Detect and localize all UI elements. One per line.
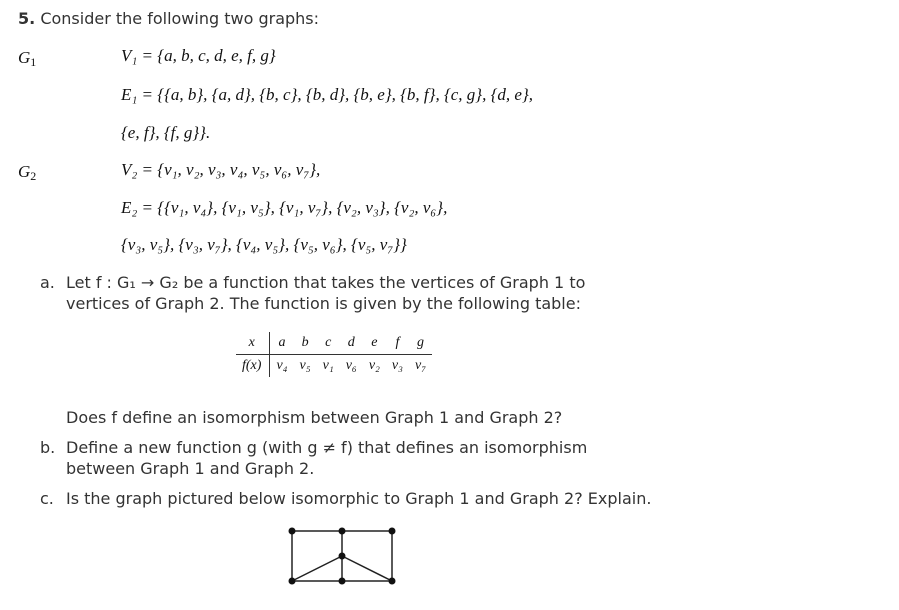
table-cell: v₇ [415, 358, 427, 373]
table-cell: a [270, 332, 294, 355]
part-c-text: Is the graph pictured below isomorphic to Graph 1 and Graph 2? Explain. [66, 489, 652, 508]
table-cell: e [363, 332, 386, 355]
graph1-vertex-set: V₁ = {a, b, c, d, e, f, g} [121, 46, 276, 65]
table-cell: b [294, 332, 317, 355]
graph-vertex [289, 578, 296, 585]
table-header-x: x [236, 332, 270, 355]
graph-edge [342, 556, 392, 581]
table-cell: d [340, 332, 363, 355]
graph2-vertex-set: V₂ = {v₁, v₂, v₃, v₄, v₅, v₆, v₇}, [121, 160, 321, 179]
part-b-text-line1: Define a new function g (with g ≠ f) that defines an isomorphism [66, 438, 588, 457]
graph2-label: G2 [18, 162, 37, 183]
graph1-label: G1 [18, 48, 37, 69]
part-a-text-line2: vertices of Graph 2. The function is given by the following table: [66, 294, 581, 313]
graph-edge [292, 556, 342, 581]
part-a-text-line1: Let f : G₁ → G₂ be a function that takes the vertices of Graph 1 to [66, 273, 586, 292]
graph-vertex [389, 528, 396, 535]
graph2-edge-set-line2: {v₃, v₅}, {v₃, v₇}, {v₄, v₅}, {v₅, v₆}, {v₅, v₇}} [121, 235, 407, 254]
graph-vertex [339, 578, 346, 585]
graph-vertex [339, 553, 346, 560]
question-number: 5. [18, 9, 36, 28]
part-c-marker: c. [40, 489, 54, 508]
graph2-edge-set-line1: E₂ = {{v₁, v₄}, {v₁, v₅}, {v₁, v₇}, {v₂, v₃}, {v₂, v₆}, [121, 198, 448, 217]
table-cell: v₅ [299, 358, 311, 373]
part-a-question: Does f define an isomorphism between Graph 1 and Graph 2? [66, 408, 563, 427]
part-a-marker: a. [40, 273, 55, 292]
table-cell: v₆ [345, 358, 357, 373]
table-cell: c [317, 332, 340, 355]
graph1-edge-set-line2: {e, f}, {f, g}}. [121, 123, 211, 142]
table-cell: v₃ [391, 358, 403, 373]
table-cell: v₂ [368, 358, 380, 373]
graph-vertex [289, 528, 296, 535]
part-b-text-line2: between Graph 1 and Graph 2. [66, 459, 315, 478]
table-cell: f [386, 332, 409, 355]
table-header-fx: f(x) [236, 355, 270, 378]
table-cell: g [409, 332, 432, 355]
graph-vertex [339, 528, 346, 535]
graph-vertex [389, 578, 396, 585]
question-intro: Consider the following two graphs: [40, 9, 320, 28]
table-cell: v₄ [276, 358, 288, 373]
table-cell: v₁ [322, 358, 334, 373]
part-b-marker: b. [40, 438, 56, 457]
graph1-edge-set-line1: E₁ = {{a, b}, {a, d}, {b, c}, {b, d}, {b, e}, {b, f}, {c, g}, {d, e}, [121, 85, 533, 104]
